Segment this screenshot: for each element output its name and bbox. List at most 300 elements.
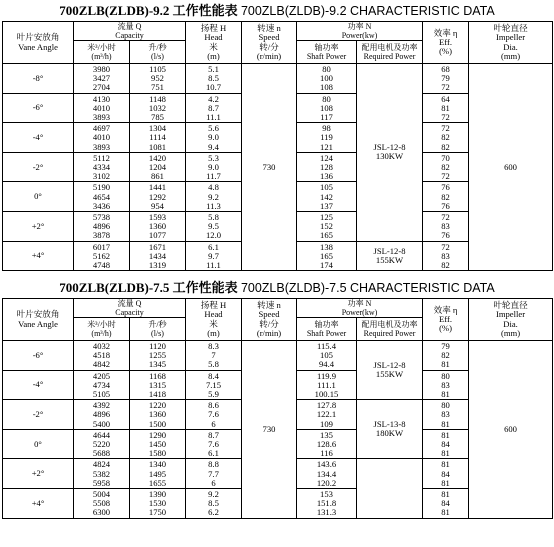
cell-value: 5162 xyxy=(92,250,111,261)
vane-angle-cell xyxy=(3,93,74,123)
shaft-power-cell xyxy=(297,429,357,459)
cell-value: 1500 xyxy=(148,418,167,429)
shaft-power-cell xyxy=(297,212,357,242)
cell-value: 81 xyxy=(441,489,450,500)
cell-value: 5112 xyxy=(93,152,110,163)
cell-value: JSL-12-8 xyxy=(373,245,406,256)
cell-value: 4896 xyxy=(92,409,111,420)
cell-value: 72 xyxy=(441,123,450,134)
table-title-9-2 xyxy=(0,2,554,20)
flow-m3h-cell xyxy=(74,400,130,430)
cell-value: 3893 xyxy=(92,112,111,123)
cell-value: 1315 xyxy=(148,379,167,390)
cell-value: 8.5 xyxy=(208,73,219,84)
flow-ls-cell xyxy=(130,400,186,430)
flow-m3h-cell xyxy=(74,64,130,94)
shaft-power-cell xyxy=(297,123,357,153)
speed-cell xyxy=(242,64,297,271)
required-power-cell xyxy=(357,341,423,400)
cell-value: 8.8 xyxy=(208,459,219,470)
title-en: 700ZLB(ZLDB)-9.2 CHARACTERISTIC DATA xyxy=(240,4,495,18)
cell-value: 6017 xyxy=(92,241,111,252)
cell-value: 2704 xyxy=(92,82,111,93)
required-power-header: 配用电机及功率 Required Power xyxy=(357,318,423,341)
eff-cell xyxy=(423,212,469,242)
cell-value: 134.4 xyxy=(316,468,337,479)
cell-value: 5738 xyxy=(92,212,111,223)
cell-value: 151.8 xyxy=(316,498,337,509)
cell-value: 4748 xyxy=(92,260,111,271)
head-cell xyxy=(186,123,242,153)
cell-value: 600 xyxy=(504,423,517,434)
cell-value: 3102 xyxy=(92,171,111,182)
eff-cell xyxy=(423,489,469,519)
speed-header: 转速 n Speed 转/分 (r/min) xyxy=(242,299,297,341)
cell-value: 4032 xyxy=(92,341,111,351)
impeller-cell xyxy=(469,64,553,271)
cell-value: 180KW xyxy=(375,428,404,439)
head-cell xyxy=(186,93,242,123)
cell-value: 105 xyxy=(320,182,333,193)
cell-value: 64 xyxy=(441,93,450,104)
cell-value: 5.3 xyxy=(208,152,219,163)
cell-value: 105 xyxy=(320,350,333,361)
eff-cell xyxy=(423,64,469,94)
cell-value: 5105 xyxy=(92,389,111,400)
flow-ls-cell xyxy=(130,123,186,153)
cell-value: 135 xyxy=(320,429,333,440)
cell-value: 9.2 xyxy=(208,489,219,500)
cell-value: 1105 xyxy=(149,64,166,74)
flow-ls-cell xyxy=(130,93,186,123)
cell-value: 83 xyxy=(441,409,450,420)
head-cell xyxy=(186,212,242,242)
cell-value: 79 xyxy=(441,73,450,84)
cell-value: 3878 xyxy=(92,230,111,241)
cell-value: 119.9 xyxy=(316,370,337,381)
cell-value: 80 xyxy=(441,400,450,411)
cell-value: 730 xyxy=(262,161,276,172)
flow-ls-header: 升/秒 (l/s) xyxy=(130,41,186,64)
flow-m3h-cell xyxy=(74,212,130,242)
cell-value: 94.4 xyxy=(318,359,335,370)
cell-value: 1032 xyxy=(148,102,167,113)
cell-value: 1441 xyxy=(148,182,167,193)
cell-value: 1420 xyxy=(148,152,167,163)
flow-m3h-cell xyxy=(74,341,130,371)
cell-value: 11.1 xyxy=(206,260,221,271)
flow-m3h-cell xyxy=(74,459,130,489)
cell-value: 1495 xyxy=(148,468,167,479)
cell-value: 1345 xyxy=(148,359,167,370)
table-title-7-5 xyxy=(0,279,554,297)
cell-value: JSL-13-8 xyxy=(373,419,406,430)
cell-value: 82 xyxy=(441,350,450,361)
cell-value: 76 xyxy=(441,200,450,211)
eff-cell xyxy=(423,429,469,459)
cell-value: 7.7 xyxy=(208,468,219,479)
shaft-power-header: 轴功率 Shaft Power xyxy=(297,318,357,341)
cell-value: 4010 xyxy=(92,132,111,143)
cell-value: -2° xyxy=(32,161,44,172)
eff-cell xyxy=(423,182,469,212)
cell-value: 4896 xyxy=(92,221,111,232)
cell-value: 98 xyxy=(322,123,331,134)
head-cell xyxy=(186,152,242,182)
flow-m3h-cell xyxy=(74,370,130,400)
eff-cell xyxy=(423,400,469,430)
cell-value: 1290 xyxy=(148,429,167,440)
cell-value: 100 xyxy=(320,73,333,84)
cell-value: 1530 xyxy=(148,498,167,509)
cell-value: 1360 xyxy=(148,221,167,232)
cell-value: 6.1 xyxy=(208,448,219,459)
cell-value: 751 xyxy=(151,82,164,93)
flow-ls-cell xyxy=(130,429,186,459)
cell-value: 1204 xyxy=(148,162,167,173)
cell-value: 152 xyxy=(320,221,333,232)
cell-value: 80 xyxy=(322,64,331,74)
flow-m3h-cell xyxy=(74,241,130,271)
eff-cell xyxy=(423,341,469,371)
cell-value: 1340 xyxy=(148,459,167,470)
vane-angle-cell xyxy=(3,370,74,400)
cell-value: 70 xyxy=(441,152,450,163)
title-cn: 700ZLB(ZLDB)-7.5 工作性能表 xyxy=(59,280,238,295)
cell-value: 81 xyxy=(441,477,450,488)
shaft-power-cell xyxy=(297,400,357,430)
cell-value: 1077 xyxy=(148,230,167,241)
cell-value: 121 xyxy=(320,141,333,152)
cell-value: 8.3 xyxy=(208,341,219,351)
eff-cell xyxy=(423,123,469,153)
cell-value: 1114 xyxy=(149,132,166,143)
shaft-power-cell xyxy=(297,182,357,212)
cell-value: 165 xyxy=(320,250,333,261)
required-power-cell xyxy=(357,459,423,518)
cell-value: 5.8 xyxy=(208,359,219,370)
cell-value: 109 xyxy=(320,418,333,429)
flow-ls-header: 升/秒 (l/s) xyxy=(130,318,186,341)
cell-value: 730 xyxy=(262,423,276,434)
speed-cell xyxy=(242,341,297,519)
table-body xyxy=(3,341,553,519)
title-en: 700ZLB(ZLDB)-7.5 CHARACTERISTIC DATA xyxy=(240,281,495,295)
table-row xyxy=(3,341,553,371)
cell-value: 9.4 xyxy=(208,141,219,152)
flow-ls-cell xyxy=(130,64,186,94)
eff-header: 效率 η Eff. (%) xyxy=(423,299,469,341)
capacity-header: 流量 Q Capacity xyxy=(74,299,186,318)
cell-value: 115.4 xyxy=(316,341,337,351)
vane-angle-cell xyxy=(3,341,74,371)
cell-value: 7.6 xyxy=(208,439,219,450)
cell-value: 83 xyxy=(441,379,450,390)
cell-value: 4518 xyxy=(92,350,111,361)
characteristic-table-9-2 xyxy=(2,21,553,271)
cell-value: 72 xyxy=(441,112,450,123)
cell-value: 155KW xyxy=(375,369,404,380)
cell-value: 128.6 xyxy=(316,439,337,450)
impeller-header: 叶轮直径 Impeller Dia. (mm) xyxy=(469,299,553,341)
flow-m3h-header: 米³/小时 (m³/h) xyxy=(74,318,130,341)
flow-ls-cell xyxy=(130,341,186,371)
cell-value: 1148 xyxy=(149,93,166,104)
cell-value: 5.9 xyxy=(208,389,219,400)
cell-value: 127.8 xyxy=(316,400,337,411)
cell-value: 131.3 xyxy=(316,507,337,518)
cell-value: 83 xyxy=(441,221,450,232)
vane-angle-header: 叶片安放角 Vane Angle xyxy=(3,22,74,64)
cell-value: 8.6 xyxy=(208,400,219,411)
flow-m3h-cell xyxy=(74,489,130,519)
cell-value: 130KW xyxy=(375,151,404,162)
cell-value: 174 xyxy=(320,260,333,271)
cell-value: 117 xyxy=(320,112,333,123)
cell-value: 82 xyxy=(441,141,450,152)
cell-value: 5382 xyxy=(92,468,111,479)
cell-value: 4334 xyxy=(92,162,111,173)
flow-m3h-cell xyxy=(74,182,130,212)
cell-value: 4644 xyxy=(92,429,111,440)
flow-m3h-header: 米³/小时 (m³/h) xyxy=(74,41,130,64)
characteristic-table-7-5 xyxy=(2,298,553,519)
eff-header: 效率 η Eff. (%) xyxy=(423,22,469,64)
capacity-header: 流量 Q Capacity xyxy=(74,22,186,41)
flow-ls-cell xyxy=(130,459,186,489)
cell-value: 5508 xyxy=(92,498,111,509)
flow-ls-cell xyxy=(130,212,186,242)
cell-value: 6.2 xyxy=(208,507,219,518)
cell-value: -6° xyxy=(32,102,44,113)
required-power-cell xyxy=(357,400,423,459)
cell-value: 76 xyxy=(441,182,450,193)
head-header: 扬程 H Head 米 (m) xyxy=(186,299,242,341)
cell-value: 79 xyxy=(441,341,450,351)
cell-value: +4° xyxy=(31,497,45,508)
eff-cell xyxy=(423,93,469,123)
vane-angle-header: 叶片安放角 Vane Angle xyxy=(3,299,74,341)
cell-value: 954 xyxy=(151,200,164,211)
cell-value: 9.2 xyxy=(208,191,219,202)
cell-value: 100.15 xyxy=(314,389,339,400)
vane-angle-cell xyxy=(3,429,74,459)
cell-value: 81 xyxy=(441,102,450,113)
cell-value: 4.2 xyxy=(208,93,219,104)
cell-value: 4392 xyxy=(92,400,111,411)
eff-cell xyxy=(423,241,469,271)
cell-value: 142 xyxy=(320,191,333,202)
cell-value: 119 xyxy=(320,132,333,143)
cell-value: 81 xyxy=(441,429,450,440)
cell-value: 136 xyxy=(320,171,333,182)
flow-m3h-cell xyxy=(74,123,130,153)
cell-value: 3893 xyxy=(92,141,111,152)
cell-value: +2° xyxy=(31,220,45,231)
cell-value: 1450 xyxy=(148,439,167,450)
required-power-header: 配用电机及功率 Required Power xyxy=(357,41,423,64)
cell-value: 0° xyxy=(34,191,42,202)
cell-value: 8.7 xyxy=(208,102,219,113)
cell-value: 3436 xyxy=(92,200,111,211)
cell-value: 82 xyxy=(441,132,450,143)
cell-value: 84 xyxy=(441,468,450,479)
flow-ls-cell xyxy=(130,152,186,182)
cell-value: 153 xyxy=(320,489,333,500)
cell-value: 10.7 xyxy=(205,82,222,93)
vane-angle-cell xyxy=(3,123,74,153)
cell-value: 81 xyxy=(441,359,450,370)
cell-value: 4130 xyxy=(92,93,111,104)
cell-value: 861 xyxy=(151,171,164,182)
shaft-power-cell xyxy=(297,489,357,519)
cell-value: 4654 xyxy=(92,191,111,202)
required-power-cell xyxy=(357,64,423,242)
cell-value: 80 xyxy=(322,93,331,104)
cell-value: 8.5 xyxy=(208,498,219,509)
vane-angle-cell xyxy=(3,241,74,271)
impeller-cell xyxy=(469,341,553,519)
cell-value: -2° xyxy=(32,408,44,419)
cell-value: 72 xyxy=(441,82,450,93)
head-cell xyxy=(186,459,242,489)
cell-value: 6300 xyxy=(92,507,111,518)
cell-value: 81 xyxy=(441,389,450,400)
cell-value: 68 xyxy=(441,64,450,74)
cell-value: 81 xyxy=(441,459,450,470)
cell-value: +4° xyxy=(31,250,45,261)
cell-value: 1081 xyxy=(148,141,167,152)
cell-value: -6° xyxy=(32,349,44,360)
cell-value: 1120 xyxy=(149,341,166,351)
cell-value: 155KW xyxy=(375,254,404,265)
cell-value: 81 xyxy=(441,507,450,518)
cell-value: 11.7 xyxy=(206,171,221,182)
cell-value: 4734 xyxy=(92,379,111,390)
head-cell xyxy=(186,241,242,271)
cell-value: 5190 xyxy=(92,182,111,193)
shaft-power-cell xyxy=(297,459,357,489)
cell-value: JSL-12-8 xyxy=(373,142,406,153)
cell-value: 4842 xyxy=(92,359,111,370)
cell-value: 785 xyxy=(151,112,164,123)
shaft-power-cell xyxy=(297,370,357,400)
cell-value: 1390 xyxy=(148,489,167,500)
cell-value: 72 xyxy=(441,171,450,182)
table-row xyxy=(3,64,553,94)
cell-value: 72 xyxy=(441,241,450,252)
cell-value: 108 xyxy=(320,102,333,113)
table-body xyxy=(3,64,553,271)
cell-value: 9.5 xyxy=(208,221,219,232)
cell-value: 1220 xyxy=(148,400,167,411)
cell-value: 1360 xyxy=(148,409,167,420)
cell-value: 4697 xyxy=(92,123,111,134)
cell-value: 1418 xyxy=(148,389,167,400)
cell-value: 83 xyxy=(441,250,450,261)
cell-value: 81 xyxy=(441,418,450,429)
cell-value: 9.7 xyxy=(208,250,219,261)
cell-value: 84 xyxy=(441,498,450,509)
vane-angle-cell xyxy=(3,64,74,94)
vane-angle-cell xyxy=(3,212,74,242)
cell-value: 1593 xyxy=(148,212,167,223)
cell-value: 952 xyxy=(151,73,164,84)
flow-m3h-cell xyxy=(74,152,130,182)
cell-value: 5220 xyxy=(92,439,111,450)
cell-value: 81 xyxy=(441,448,450,459)
flow-ls-cell xyxy=(130,370,186,400)
cell-value: -4° xyxy=(32,131,44,142)
cell-value: 124 xyxy=(320,152,333,163)
head-cell xyxy=(186,341,242,371)
cell-value: 82 xyxy=(441,191,450,202)
flow-ls-cell xyxy=(130,241,186,271)
cell-value: 1671 xyxy=(148,241,167,252)
vane-angle-cell xyxy=(3,400,74,430)
cell-value: 8.7 xyxy=(208,429,219,440)
shaft-power-cell xyxy=(297,93,357,123)
cell-value: 116 xyxy=(320,448,333,459)
flow-ls-cell xyxy=(130,489,186,519)
vane-angle-cell xyxy=(3,152,74,182)
head-cell xyxy=(186,64,242,94)
cell-value: 72 xyxy=(441,212,450,223)
cell-value: 7.6 xyxy=(208,409,219,420)
cell-value: 5958 xyxy=(92,477,111,488)
cell-value: 9.0 xyxy=(208,162,219,173)
cell-value: -8° xyxy=(32,72,44,83)
shaft-power-cell xyxy=(297,341,357,371)
cell-value: 1580 xyxy=(148,448,167,459)
cell-value: 5688 xyxy=(92,448,111,459)
cell-value: JSL-12-8 xyxy=(373,359,406,370)
cell-value: 4.8 xyxy=(208,182,219,193)
flow-ls-cell xyxy=(130,182,186,212)
cell-value: 3980 xyxy=(92,64,111,74)
cell-value: 143.6 xyxy=(316,459,337,470)
cell-value: 1304 xyxy=(148,123,167,134)
cell-value: 7 xyxy=(211,350,216,361)
vane-angle-cell xyxy=(3,182,74,212)
power-header: 功率 N Power(kw) xyxy=(297,299,423,318)
cell-value: 6 xyxy=(211,477,216,488)
title-cn: 700ZLB(ZLDB)-9.2 工作性能表 xyxy=(59,3,238,18)
cell-value: 1292 xyxy=(148,191,167,202)
head-cell xyxy=(186,429,242,459)
cell-value: 1434 xyxy=(148,250,167,261)
flow-m3h-cell xyxy=(74,429,130,459)
cell-value: 137 xyxy=(320,200,333,211)
cell-value: 11.3 xyxy=(206,200,221,211)
vane-angle-cell xyxy=(3,489,74,519)
shaft-power-cell xyxy=(297,64,357,94)
cell-value: 120.2 xyxy=(316,477,337,488)
impeller-header: 叶轮直径 Impeller Dia. (mm) xyxy=(469,22,553,64)
cell-value: 4824 xyxy=(92,459,111,470)
cell-value: 82 xyxy=(441,260,450,271)
cell-value: -4° xyxy=(32,379,44,390)
cell-value: 5004 xyxy=(92,489,111,500)
cell-value: 4205 xyxy=(92,370,111,381)
vane-angle-cell xyxy=(3,459,74,489)
cell-value: 5.6 xyxy=(208,123,219,134)
cell-value: 8.4 xyxy=(208,370,219,381)
cell-value: 9.0 xyxy=(208,132,219,143)
flow-m3h-cell xyxy=(74,93,130,123)
cell-value: 82 xyxy=(441,162,450,173)
speed-header: 转速 n Speed 转/分 (r/min) xyxy=(242,22,297,64)
